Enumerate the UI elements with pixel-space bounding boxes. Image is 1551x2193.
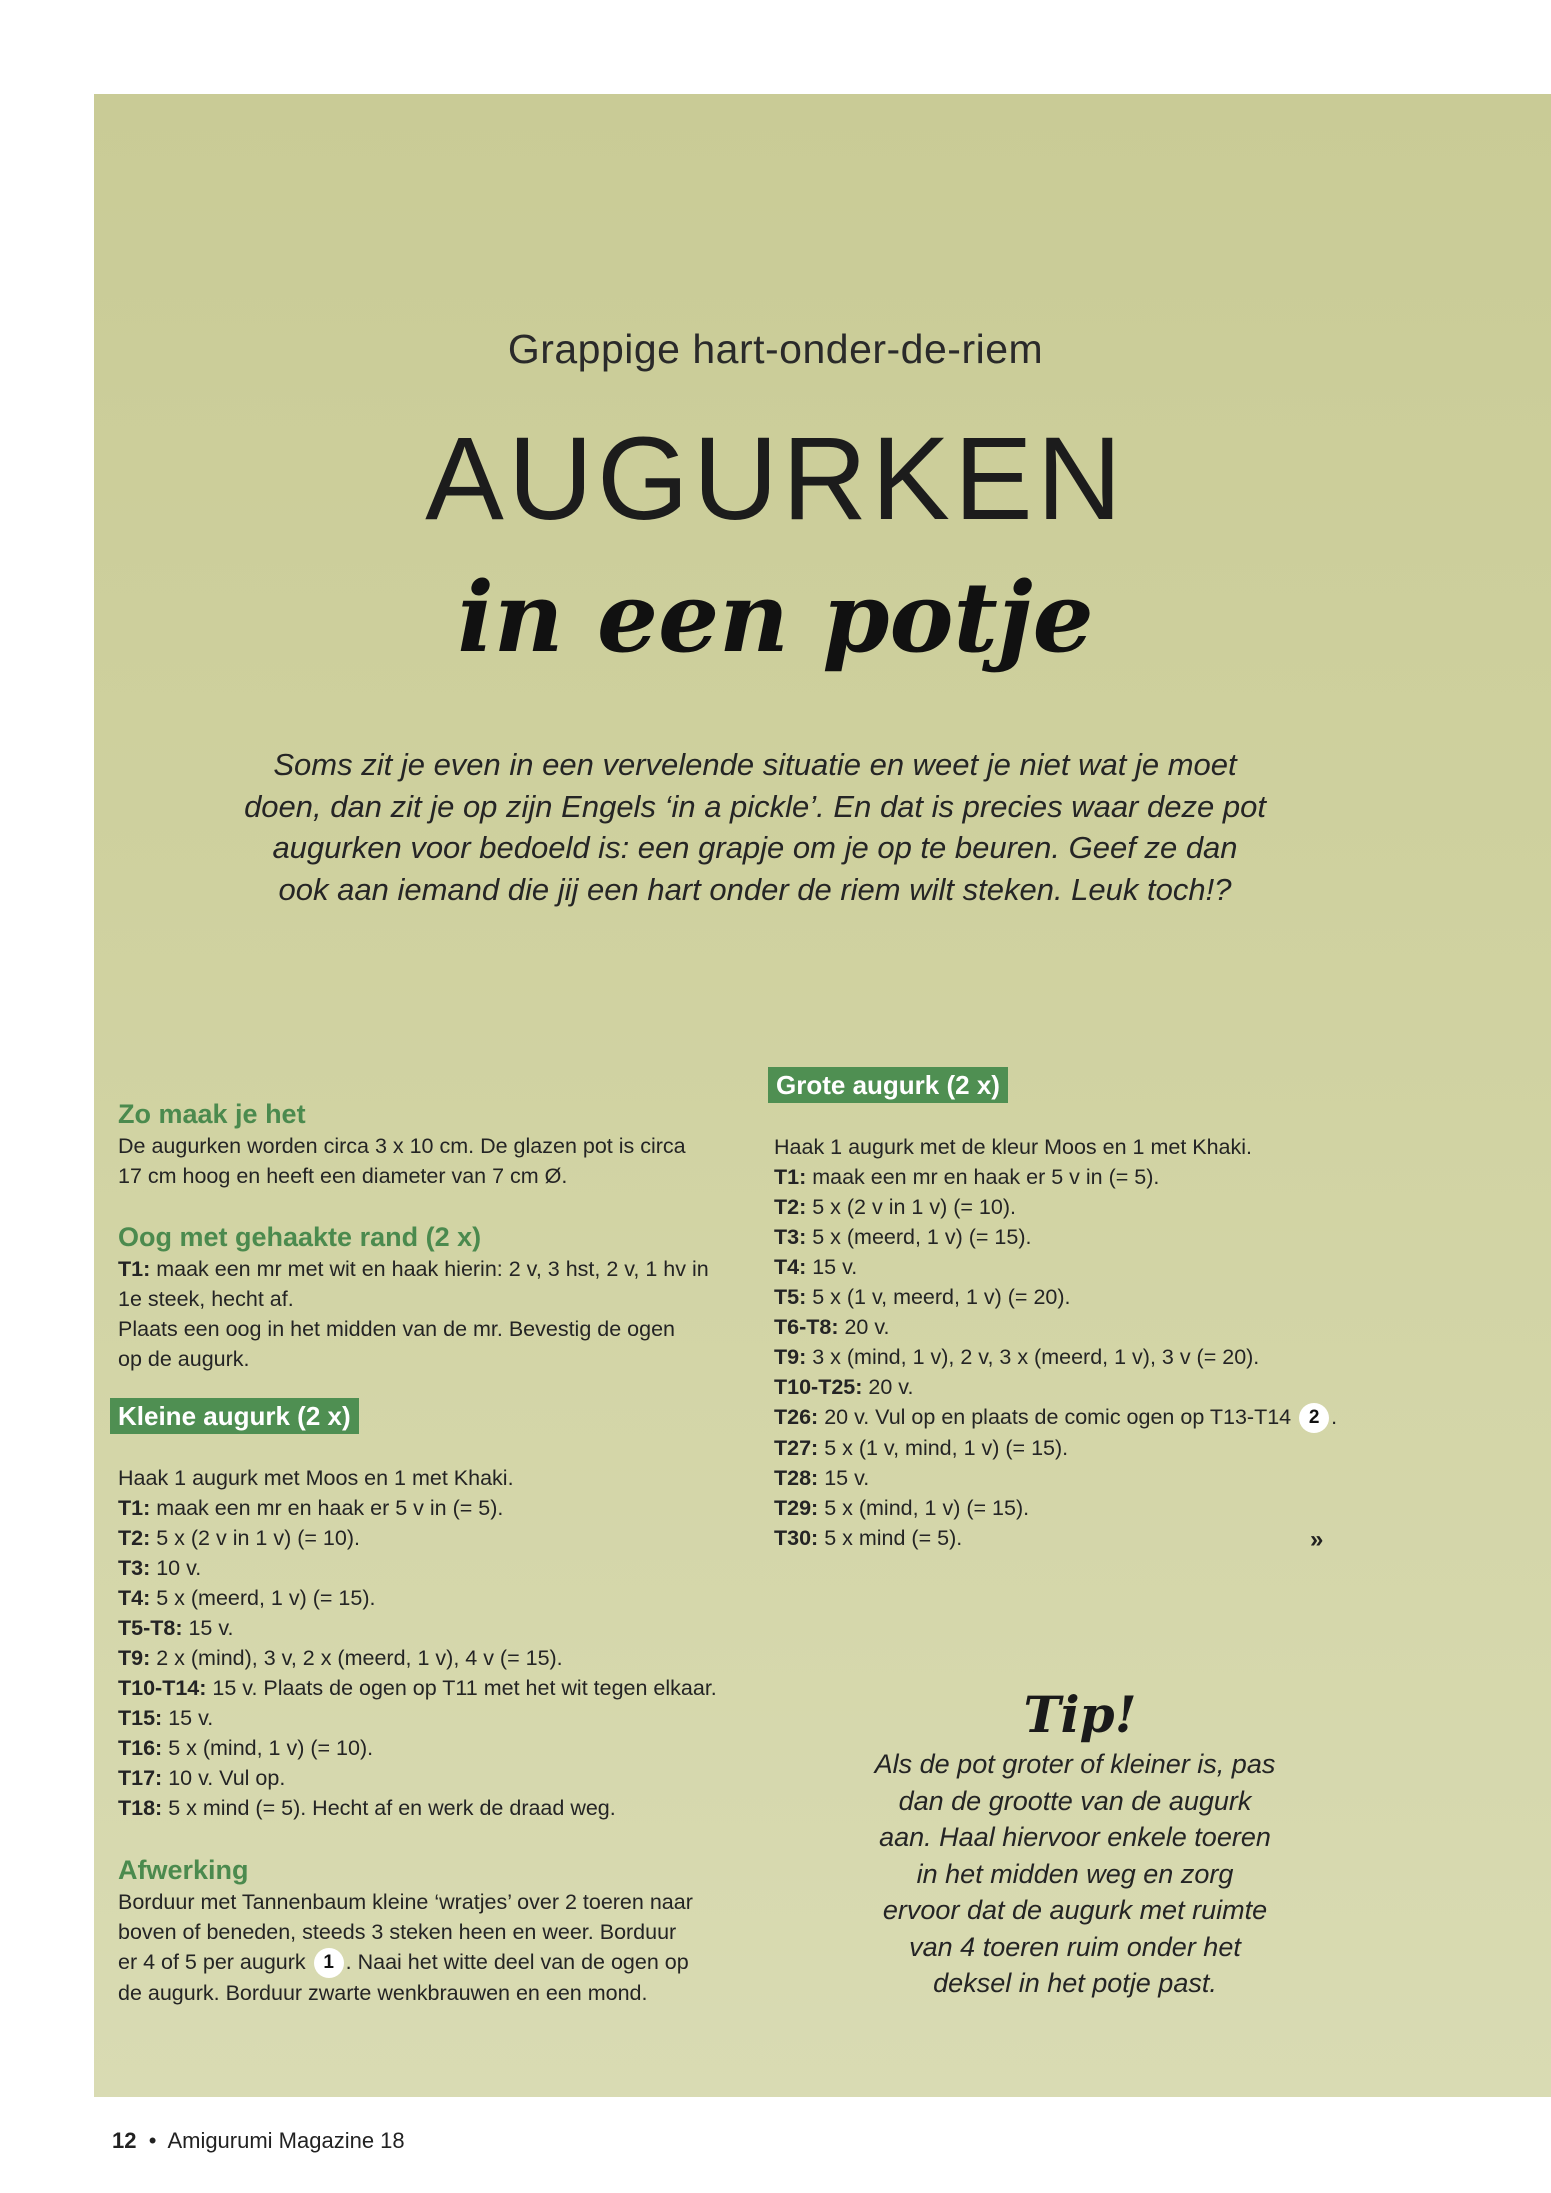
- instruction-row: [118, 1553, 717, 1583]
- row-label: T27:: [774, 1436, 819, 1461]
- instruction-row: [118, 1673, 717, 1703]
- eye-line: Plaats een oog in het midden van de mr. Bevestig de ogen: [118, 1317, 675, 1341]
- tip-line: Als de pot groter of kleiner is, pas: [874, 1749, 1276, 1779]
- row-text: maak een mr met wit en haak hierin: 2 v, 3 hst, 2 v, 1 hv in: [150, 1257, 709, 1281]
- small-pickle-section: [118, 1463, 717, 1823]
- eye-row-t1-cont: 1e steek, hecht af.: [118, 1287, 294, 1311]
- row-label: T30:: [774, 1526, 819, 1551]
- instruction-row: [118, 1793, 717, 1823]
- instruction-row: [118, 1733, 717, 1763]
- intro-line: Soms zit je even in een vervelende situatie en weet je niet wat je moet: [273, 747, 1237, 782]
- row-label: T2:: [118, 1526, 151, 1550]
- row-label: T4:: [118, 1586, 151, 1610]
- photo-reference-badge-1: 1: [314, 1948, 344, 1978]
- row-label: T10-T25:: [774, 1375, 863, 1399]
- row-label: T3:: [774, 1225, 807, 1249]
- small-heading-wrap: [110, 1398, 359, 1434]
- row-label: T1:: [118, 1496, 151, 1520]
- finish-line: boven of beneden, steeds 3 steken heen en weer. Borduur: [118, 1920, 677, 1944]
- row-text: 5 x (mind, 1 v) (= 15).: [818, 1496, 1030, 1521]
- tip-line: van 4 toeren ruim onder het: [909, 1931, 1241, 1962]
- intro-line: augurken voor bedoeld is: een grapje om je op te beuren. Geef ze dan: [272, 830, 1238, 865]
- big-intro: Haak 1 augurk met de kleur Moos en 1 met Khaki.: [774, 1135, 1253, 1159]
- row-label: T3:: [118, 1556, 151, 1580]
- row-label: T1:: [774, 1165, 807, 1189]
- row-label: T16:: [118, 1736, 163, 1760]
- row-label: T9:: [774, 1345, 807, 1369]
- row-text: 10 v.: [150, 1556, 202, 1580]
- row-text: 5 x (2 v in 1 v) (= 10).: [150, 1526, 360, 1550]
- row-label: T9:: [118, 1646, 151, 1670]
- big-heading-wrap: [768, 1067, 1008, 1103]
- instruction-row: [774, 1342, 1337, 1372]
- row-label: T10-T14:: [118, 1676, 207, 1700]
- instruction-row: [774, 1433, 1337, 1463]
- eye-heading: Oog met gehaakte rand (2 x): [118, 1222, 482, 1252]
- instruction-row: [774, 1493, 1337, 1523]
- row-text: 20 v.: [838, 1315, 890, 1339]
- row-label: T6-T8:: [774, 1315, 839, 1339]
- tip-title: Tip!: [1023, 1685, 1137, 1744]
- row-text: 15 v.: [162, 1706, 214, 1730]
- tip-line: ervoor dat de augurk met ruimte: [882, 1895, 1268, 1925]
- row-text: 5 x (2 v in 1 v) (= 10).: [806, 1195, 1016, 1219]
- small-rows-list: [118, 1493, 717, 1823]
- instruction-row: [774, 1523, 1337, 1553]
- instruction-row: [774, 1312, 1337, 1342]
- eye-row-t1: [118, 1254, 709, 1284]
- tip-line: dan de grootte van de augurk: [898, 1785, 1252, 1816]
- small-pickle-heading: Kleine augurk (2 x): [110, 1398, 359, 1434]
- row-label: T28:: [774, 1466, 819, 1491]
- row-text: 5 x (mind, 1 v) (= 10).: [162, 1736, 374, 1760]
- row-label: T4:: [774, 1255, 807, 1279]
- finish-line: de augurk. Borduur zwarte wenkbrauwen en een mond.: [118, 1981, 648, 2006]
- row-label: T1:: [118, 1257, 151, 1281]
- article-script-title: in een potje: [457, 561, 1094, 674]
- row-text: 15 v. Plaats de ogen op T11 met het wit tegen elkaar.: [206, 1676, 717, 1700]
- instruction-row: [118, 1763, 717, 1793]
- row-label: T26:: [774, 1405, 819, 1429]
- row-text: 15 v.: [182, 1616, 234, 1640]
- instruction-row: [118, 1523, 717, 1553]
- big-rows-list: [774, 1162, 1337, 1402]
- row-label: T29:: [774, 1496, 819, 1521]
- row-label: T17:: [118, 1766, 163, 1790]
- row-text: maak een mr en haak er 5 v in (= 5).: [150, 1496, 504, 1520]
- row-text: 5 x mind (= 5).: [818, 1526, 963, 1551]
- row-text: 20 v.: [862, 1375, 914, 1399]
- instruction-row: [774, 1282, 1337, 1312]
- row-label: T2:: [774, 1195, 807, 1219]
- small-intro: Haak 1 augurk met Moos en 1 met Khaki.: [118, 1466, 514, 1490]
- how-line: 17 cm hoog en heeft een diameter van 7 cm Ø.: [118, 1164, 568, 1188]
- article-subtitle: Grappige hart-onder-de-riem: [507, 326, 1044, 372]
- row-text: maak een mr en haak er 5 v in (= 5).: [806, 1165, 1160, 1189]
- row-text: 5 x (1 v, mind, 1 v) (= 15).: [818, 1436, 1069, 1461]
- page-footer: [112, 2128, 405, 2154]
- continue-arrow-icon: »: [1310, 1526, 1324, 1553]
- instruction-row: [118, 1643, 717, 1673]
- instruction-row: [774, 1222, 1337, 1252]
- big-pickle-heading: Grote augurk (2 x): [768, 1067, 1008, 1103]
- big-pickle-section: [774, 1132, 1337, 1553]
- instruction-row: [118, 1613, 717, 1643]
- big-rows-list-2: [774, 1433, 1337, 1553]
- footer-bullet: •: [148, 2128, 157, 2153]
- instruction-row: [774, 1192, 1337, 1222]
- how-line: De augurken worden circa 3 x 10 cm. De glazen pot is circa: [118, 1134, 686, 1158]
- row-text: 20 v. Vul op en plaats de comic ogen op T13-T14: [818, 1405, 1292, 1429]
- instruction-row: [774, 1463, 1337, 1493]
- row-text: 5 x (meerd, 1 v) (= 15).: [806, 1225, 1032, 1249]
- intro-line: ook aan iemand die jij een hart onder de riem wilt steken. Leuk toch!?: [278, 871, 1232, 907]
- instruction-row: [774, 1162, 1337, 1192]
- row-label: T5-T8:: [118, 1616, 183, 1640]
- finish-text: er 4 of 5 per augurk: [118, 1950, 306, 1974]
- instruction-row: [774, 1372, 1337, 1402]
- row-label: T15:: [118, 1706, 163, 1730]
- finish-section: [118, 1853, 693, 2008]
- tip-line: in het midden weg en zorg: [916, 1858, 1234, 1889]
- row-label: T18:: [118, 1796, 163, 1820]
- row-text: 3 x (mind, 1 v), 2 v, 3 x (meerd, 1 v), 3 v (= 20).: [806, 1345, 1260, 1369]
- row-text: .: [1331, 1405, 1338, 1429]
- row-text: 5 x (1 v, meerd, 1 v) (= 20).: [806, 1285, 1071, 1309]
- article-title: AUGURKEN: [425, 413, 1126, 545]
- row-text: 5 x mind (= 5). Hecht af en werk de draad weg.: [162, 1796, 616, 1820]
- row-label: T5:: [774, 1285, 807, 1309]
- row-text: 15 v.: [806, 1255, 858, 1279]
- finish-text: . Naai het witte deel van de ogen op: [345, 1950, 689, 1974]
- intro-paragraph: [215, 744, 1295, 910]
- row-text: 15 v.: [818, 1466, 870, 1491]
- instruction-row: [118, 1703, 717, 1733]
- finish-heading: Afwerking: [118, 1855, 249, 1885]
- instruction-row: [118, 1493, 717, 1523]
- finish-line: [118, 1947, 693, 1978]
- big-row-t26: [774, 1402, 1337, 1433]
- eye-line: op de augurk.: [118, 1347, 250, 1371]
- instruction-row: [118, 1583, 717, 1613]
- row-text: 5 x (meerd, 1 v) (= 15).: [150, 1586, 376, 1610]
- row-text: 2 x (mind), 3 v, 2 x (meerd, 1 v), 4 v (= 15).: [150, 1646, 563, 1670]
- instruction-row: [774, 1252, 1337, 1282]
- magazine-name: Amigurumi Magazine 18: [167, 2128, 405, 2153]
- tip-line: aan. Haal hiervoor enkele toeren: [879, 1822, 1271, 1852]
- photo-reference-badge-2: 2: [1299, 1403, 1329, 1433]
- tip-line: deksel in het potje past.: [933, 1968, 1217, 1998]
- tip-text: [835, 1746, 1315, 2002]
- finish-line: Borduur met Tannenbaum kleine ‘wratjes’ over 2 toeren naar: [118, 1890, 693, 1914]
- row-text: 10 v. Vul op.: [162, 1766, 286, 1790]
- how-heading: Zo maak je het: [118, 1099, 306, 1129]
- eye-section: [118, 1220, 709, 1374]
- page-number: 12: [112, 2128, 137, 2153]
- how-section: [118, 1097, 686, 1191]
- intro-line: doen, dan zit je op zijn Engels ‘in a pickle’. En dat is precies waar deze pot: [244, 788, 1266, 824]
